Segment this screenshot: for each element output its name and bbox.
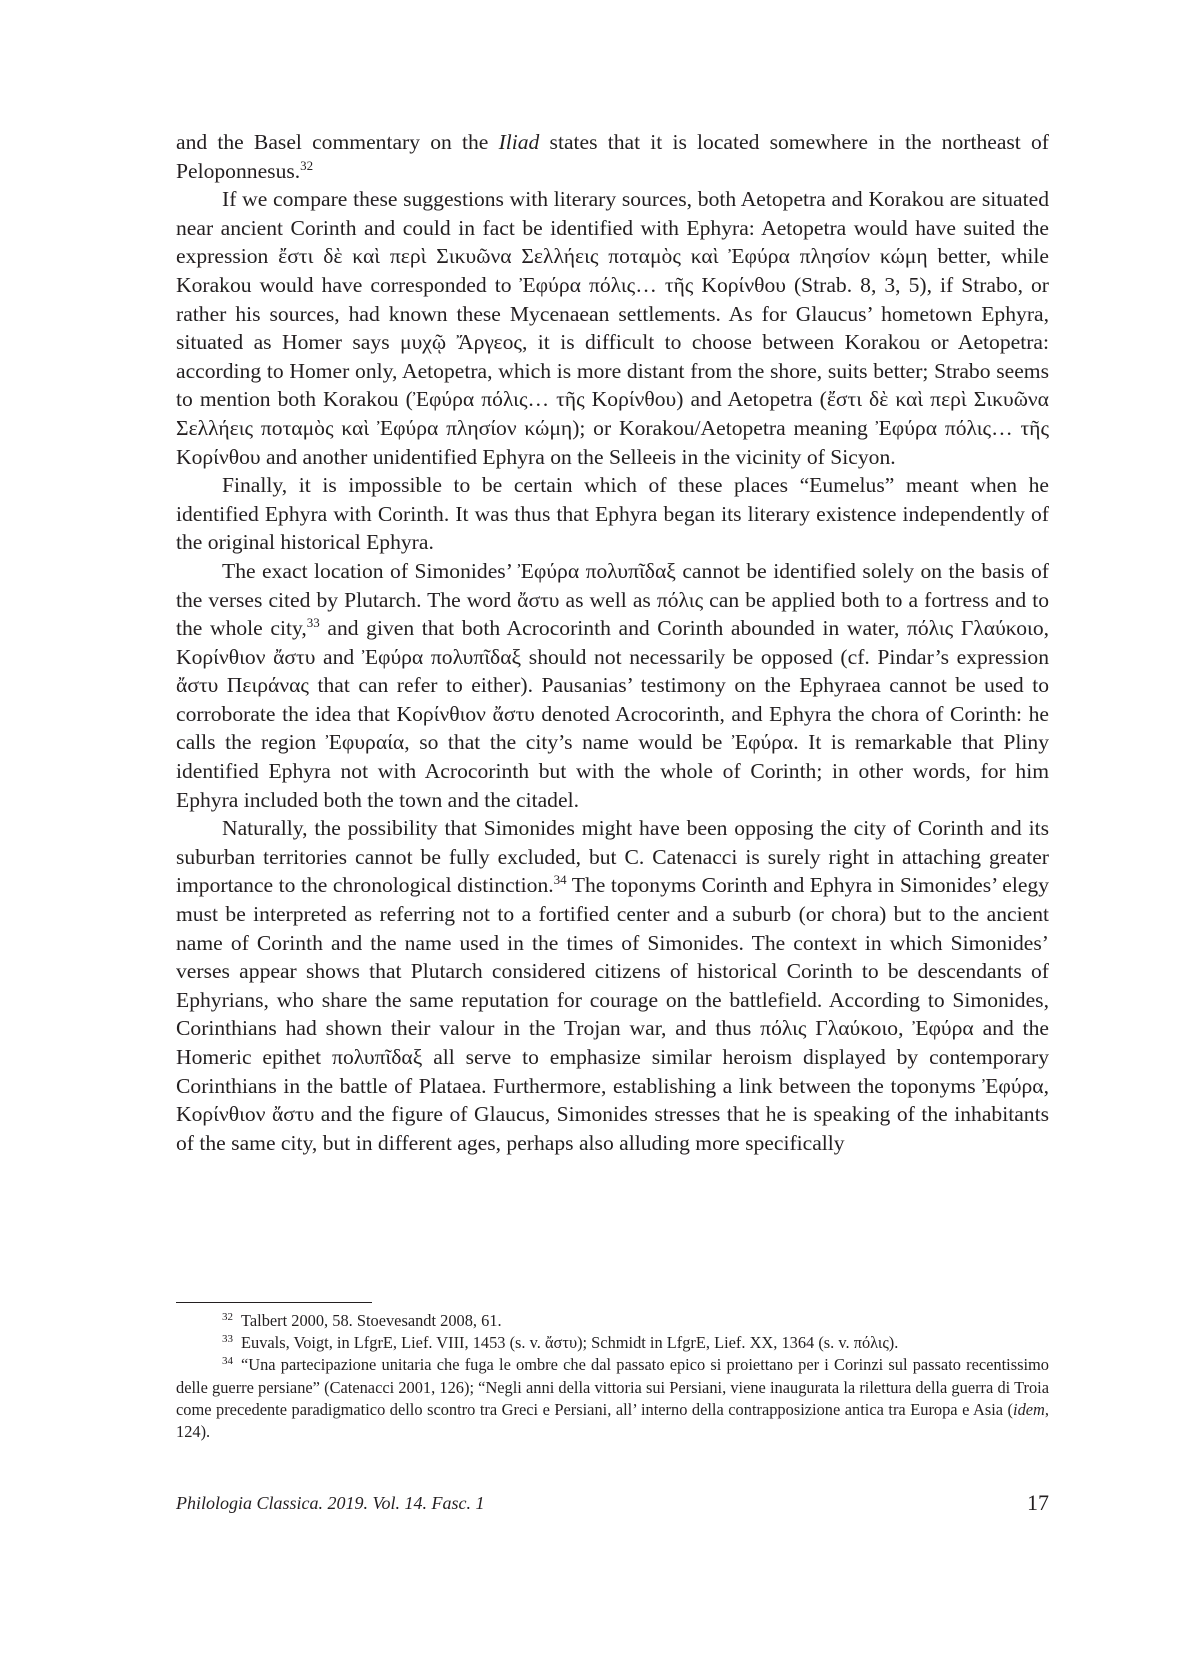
footnotes: [176, 1310, 1049, 1443]
paragraph: [176, 185, 1049, 471]
page-number: 17: [1027, 1490, 1049, 1515]
text-run: Finally, it is impossible to be certain which of these places “Eumelus” meant when he identified Ephyra with Corinth. It was thus that Ephyra began its literary existence independently of the original historical Ephyra.: [176, 473, 1049, 555]
footnote-reference: 32: [300, 157, 314, 173]
text-run: states that it is located somewhere in the northeast of Peloponnesus.: [176, 130, 1049, 183]
footnote: [176, 1310, 1049, 1332]
text-run: The exact location of Simonides’ Ἐφύρα πολυπῖδαξ cannot be identified solely on the basis of the verses cited by Plutarch. The word ἄστυ as well as πόλις can be applied both to a fortress and to the whole city,: [176, 558, 1049, 641]
footnote-rule: [176, 1302, 372, 1303]
footnote-number: 34: [222, 1355, 233, 1368]
footnote-reference: 33: [306, 615, 320, 631]
body-text: [176, 128, 1049, 1157]
text-run: The toponyms Corinth and Ephyra in Simonides’ elegy must be interpreted as referring not to a fortified center and a suburb (or chora) but to the ancient name of Corinth and the name used in the times of Simonides. The context in which Simonides’ verses appear shows that Plutarch considered citizens of historical Corinth to be descendants of Ephyrians, who share the same reputation for courage on the battlefield. According to Simonides, Corinthians had shown their valour in the Trojan war, and thus πόλις Γλαύκοιο, Ἐφύρα and the Homeric epithet πολυπῖδαξ all serve to emphasize similar heroism displayed by contemporary Corinthians in the battle of Plataea. Furthermore, establishing a link between the toponyms Ἐφύρα, Κορίνθιον ἄστυ and the figure of Glaucus, Simonides stresses that he is speaking of the inhabitants of the same city, but in different ages, perhaps also alluding more specifically: [176, 873, 1049, 1155]
text-run: If we compare these suggestions with literary sources, both Aetopetra and Korakou are situated near ancient Corinth and could in fact be identified with Ephyra: Aetopetra would have suited the expression ἔστι δὲ καὶ περὶ Σικυῶνα Σελλήεις ποταμὸς καὶ Ἐφύρα πλησίον κώμη better, while Korakou would have corresponded to Ἐφύρα πόλις… τῆς Κορίνθου (Strab. 8, 3, 5), if Strabo, or rather his sources, had known these Mycenaean settlements. As for Glaucus’ hometown Ephyra, situated as Homer says μυχῷ Ἄργεος, it is difficult to choose between Korakou or Aetopetra: according to Homer only, Aetopetra, which is more distant from the shore, suits better; Strabo seems to mention both Korakou (Ἐφύρα πόλις… τῆς Κορίνθου) and Aetopetra (ἔστι δὲ καὶ περὶ Σικυῶνα Σελλήεις ποταμὸς καὶ Ἐφύρα πλησίον κώμη); or Korakou/Aetopetra meaning Ἐφύρα πόλις… τῆς Κορίνθου and another unidentified Ephyra on the Selleeis in the vicinity of Sicyon.: [176, 187, 1049, 469]
footnote: [176, 1332, 1049, 1354]
footnote-reference: 34: [553, 872, 567, 888]
text-run: Naturally, the possibility that Simonides might have been opposing the city of Corinth and its suburban territories cannot be fully excluded, but C. Catenacci is surely right in attaching greater importance to the chronological distinction.: [176, 816, 1049, 898]
text-run: “Una partecipazione unitaria che fuga le ombre che dal passato epico si proiettano per i Corinzi sul passato recentissimo delle guerre persiane” (Catenacci 2001, 126); “Negli anni della vittoria sui Persiani, viene inaugurata la rilettura della guerra di Troia come precedente paradigmatico dello scontro tra Greci e Persiani, all’ interno della contrapposizione antica tra Europa e Asia (: [176, 1355, 1049, 1419]
page-footer: [176, 1490, 1049, 1523]
text-run: Euvals, Voigt, in LfgrE, Lief. VIII, 1453 (s. v. ἄστυ); Schmidt in LfgrE, Lief. XX, 1364 (s. v. πόλις).: [241, 1333, 899, 1353]
footnote: [176, 1354, 1049, 1443]
text-run: and the Basel commentary on the: [176, 130, 499, 154]
paragraph: [176, 471, 1049, 557]
text-run: Talbert 2000, 58. Stoevesandt 2008, 61.: [241, 1311, 502, 1330]
text-run: , 124).: [176, 1399, 1049, 1442]
footnote-number: 32: [222, 1311, 233, 1323]
text-run: and given that both Acrocorinth and Corinth abounded in water, πόλις Γλαύκοιο, Κορίνθιον ἄστυ and Ἐφύρα πολυπῖδαξ should not necessarily be opposed (cf. Pindar’s expression ἄστυ Πειράνας that can refer to either). Pausanias’ testimony on the Ephyraea cannot be used to corroborate the idea that Κορίνθιον ἄστυ denoted Acrocorinth, and Ephyra the chora of Corinth: he calls the region Ἐφυραία, so that the city’s name would be Ἐφύρα. It is remarkable that Pliny identified Ephyra not with Acrocorinth but with the whole of Corinth; in other words, for him Ephyra included both the town and the citadel.: [176, 616, 1050, 812]
paragraph: [176, 557, 1049, 814]
footnote-number: 33: [222, 1333, 233, 1346]
italic-text: Iliad: [498, 130, 540, 154]
paragraph: [176, 128, 1049, 185]
paragraph: [176, 814, 1049, 1157]
italic-text: idem: [1013, 1399, 1045, 1419]
journal-citation: Philologia Classica. 2019. Vol. 14. Fasc. 1: [176, 1493, 485, 1513]
